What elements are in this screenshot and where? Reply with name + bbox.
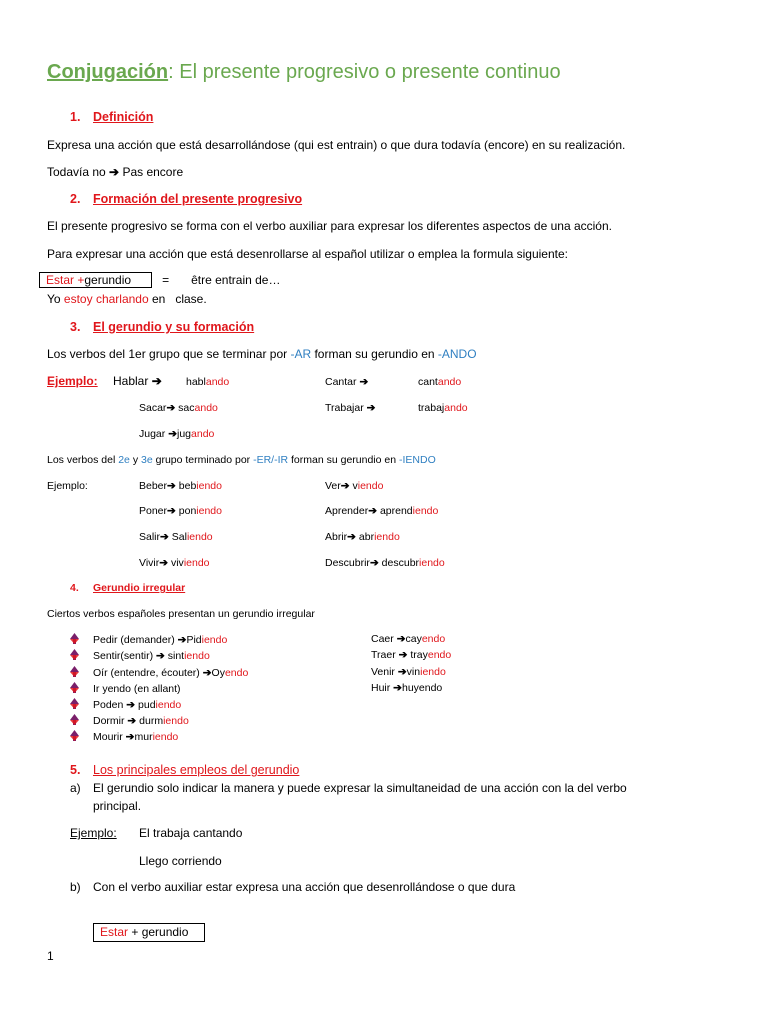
arrow-bullet-icon: [70, 682, 79, 693]
arrow-right-icon: ➔: [202, 667, 212, 679]
er-verb-aprender: Aprender➔ aprendiendo: [325, 505, 439, 517]
section-2-heading: 2. Formación del presente progresivo: [70, 192, 303, 206]
arrow-right-icon: ➔: [177, 634, 187, 646]
ar-verb-cantar: Cantar ➔: [325, 376, 369, 388]
formula-line: Estar +gerundio = être entrain de…: [39, 273, 280, 287]
ejemplo-label: Ejemplo:: [47, 374, 98, 388]
formula-intro: Para expresar una acción que está desenrollarse al español utilizar o emplea la formula siguiente:: [47, 247, 568, 261]
arrow-bullet-icon: [70, 666, 79, 677]
irregular-item-dormir: Dormir ➔ durmiendo: [70, 714, 189, 727]
usage-example-2: Llego corriendo: [139, 854, 222, 868]
arrow-right-icon: ➔: [366, 402, 376, 414]
er-verb-poner: Poner➔ poniendo: [139, 505, 222, 517]
section-4-heading: 4. Gerundio irregular: [70, 582, 186, 594]
er-ir-rule: Los verbos del 2e y 3e grupo terminado por -ER/-IR forman su gerundio en -IENDO: [47, 454, 436, 466]
section-5-heading: 5. Los principales empleos del gerundio: [70, 763, 300, 777]
arrow-right-icon: ➔: [156, 650, 165, 662]
arrow-right-icon: ➔: [168, 428, 177, 440]
er-verb-descubrir: Descubrir➔ descubriendo: [325, 557, 445, 569]
arrow-right-icon: ➔: [398, 649, 408, 661]
page-number: 1: [47, 949, 54, 963]
usage-a-line2: principal.: [93, 799, 142, 813]
example-yo: Yo estoy charlando en clase.: [47, 292, 207, 306]
irregular-item-huir: Huir ➔huyendo: [371, 682, 443, 694]
er-verb-beber: Beber➔ bebiendo: [139, 480, 222, 492]
arrow-bullet-icon: [70, 714, 79, 725]
section-1-heading: 1. Definición: [70, 110, 154, 124]
irregular-item-oir: Oír (entendre, écouter) ➔Oyendo: [70, 666, 248, 679]
irregular-item-poden: Poden ➔ pudiendo: [70, 698, 181, 711]
usage-b-text: Con el verbo auxiliar estar expresa una acción que desenrollándose o que dura: [93, 880, 516, 894]
todavia-line: Todavía no ➔ Pas encore: [47, 165, 184, 179]
ar-gerund-cantar: cantando: [418, 376, 462, 388]
arrow-right-icon: ➔: [396, 633, 406, 645]
formula2-box: Estar + gerundio: [93, 923, 205, 942]
irregular-item-sentir: Sentir(sentir) ➔ sintiendo: [70, 649, 210, 662]
ejemplo2-label: Ejemplo:: [47, 480, 88, 492]
arrow-bullet-icon: [70, 698, 79, 709]
arrow-right-icon: ➔: [369, 557, 379, 569]
irregular-item-caer: Caer ➔cayendo: [371, 633, 446, 645]
ar-verb-sacar: Sacar➔ sacando: [139, 402, 218, 414]
arrow-right-icon: ➔: [368, 505, 378, 517]
arrow-bullet-icon: [70, 649, 79, 660]
arrow-right-icon: ➔: [151, 374, 162, 388]
arrow-right-icon: ➔: [359, 376, 369, 388]
irregular-item-mourir: Mourir ➔muriendo: [70, 730, 178, 743]
page-title: Conjugación: El presente progresivo o presente continuo: [47, 61, 561, 83]
arrow-right-icon: ➔: [160, 531, 169, 543]
arrow-right-icon: ➔: [167, 505, 176, 517]
arrow-right-icon: ➔: [347, 531, 356, 543]
ar-rule: Los verbos del 1er grupo que se terminar por -AR forman su gerundio en -ANDO: [47, 347, 477, 361]
arrow-right-icon: ➔: [340, 480, 350, 492]
formation-paragraph: El presente progresivo se forma con el verbo auxiliar para expresar los diferentes aspectos de una acción.: [47, 219, 612, 233]
arrow-bullet-icon: [70, 633, 79, 644]
arrow-right-icon: ➔: [159, 557, 169, 569]
formula-box: Estar +gerundio: [39, 272, 152, 288]
arrow-right-icon: ➔: [126, 699, 136, 711]
usage-example-1: El trabaja cantando: [139, 826, 243, 840]
irregular-item-ir: Ir yendo (en allant): [70, 682, 181, 695]
er-verb-salir: Salir➔ Saliendo: [139, 531, 213, 543]
irregular-item-venir: Venir ➔viniendo: [371, 666, 446, 678]
er-verb-vivir: Vivir➔ viviendo: [139, 557, 210, 569]
usage-b-letter: b): [70, 880, 81, 894]
arrow-right-icon: ➔: [166, 402, 176, 414]
arrow-right-icon: ➔: [109, 165, 120, 179]
ar-verb-trabajar: Trabajar ➔: [325, 402, 376, 414]
irregular-intro: Ciertos verbos españoles presentan un gerundio irregular: [47, 608, 315, 620]
arrow-right-icon: ➔: [127, 715, 137, 727]
irregular-item-pedir: Pedir (demander) ➔Pidiendo: [70, 633, 227, 646]
ar-gerund-hablar: hablando: [186, 376, 230, 388]
er-verb-abrir: Abrir➔ abriendo: [325, 531, 400, 543]
ar-verb-jugar: Jugar ➔jugando: [139, 428, 215, 440]
arrow-right-icon: ➔: [125, 731, 135, 743]
ar-verb-hablar: Hablar ➔: [113, 374, 162, 388]
arrow-bullet-icon: [70, 730, 79, 741]
ar-gerund-trabajar: trabajando: [418, 402, 468, 414]
arrow-right-icon: ➔: [397, 666, 407, 678]
arrow-right-icon: ➔: [167, 480, 176, 492]
definition-paragraph: Expresa una acción que está desarrollándose (qui est entrain) o que dura todavía (encore) en su realización.: [47, 138, 626, 152]
er-verb-ver: Ver➔ viendo: [325, 480, 384, 492]
usage-example-label: Ejemplo:: [70, 826, 117, 840]
usage-a-line1: El gerundio solo indicar la manera y puede expresar la simultaneidad de una acción con la del verbo: [93, 781, 627, 795]
irregular-item-traer: Traer ➔ trayendo: [371, 649, 452, 661]
usage-a-letter: a): [70, 781, 81, 795]
section-3-heading: 3. El gerundio y su formación: [70, 320, 255, 334]
arrow-right-icon: ➔: [393, 682, 402, 694]
